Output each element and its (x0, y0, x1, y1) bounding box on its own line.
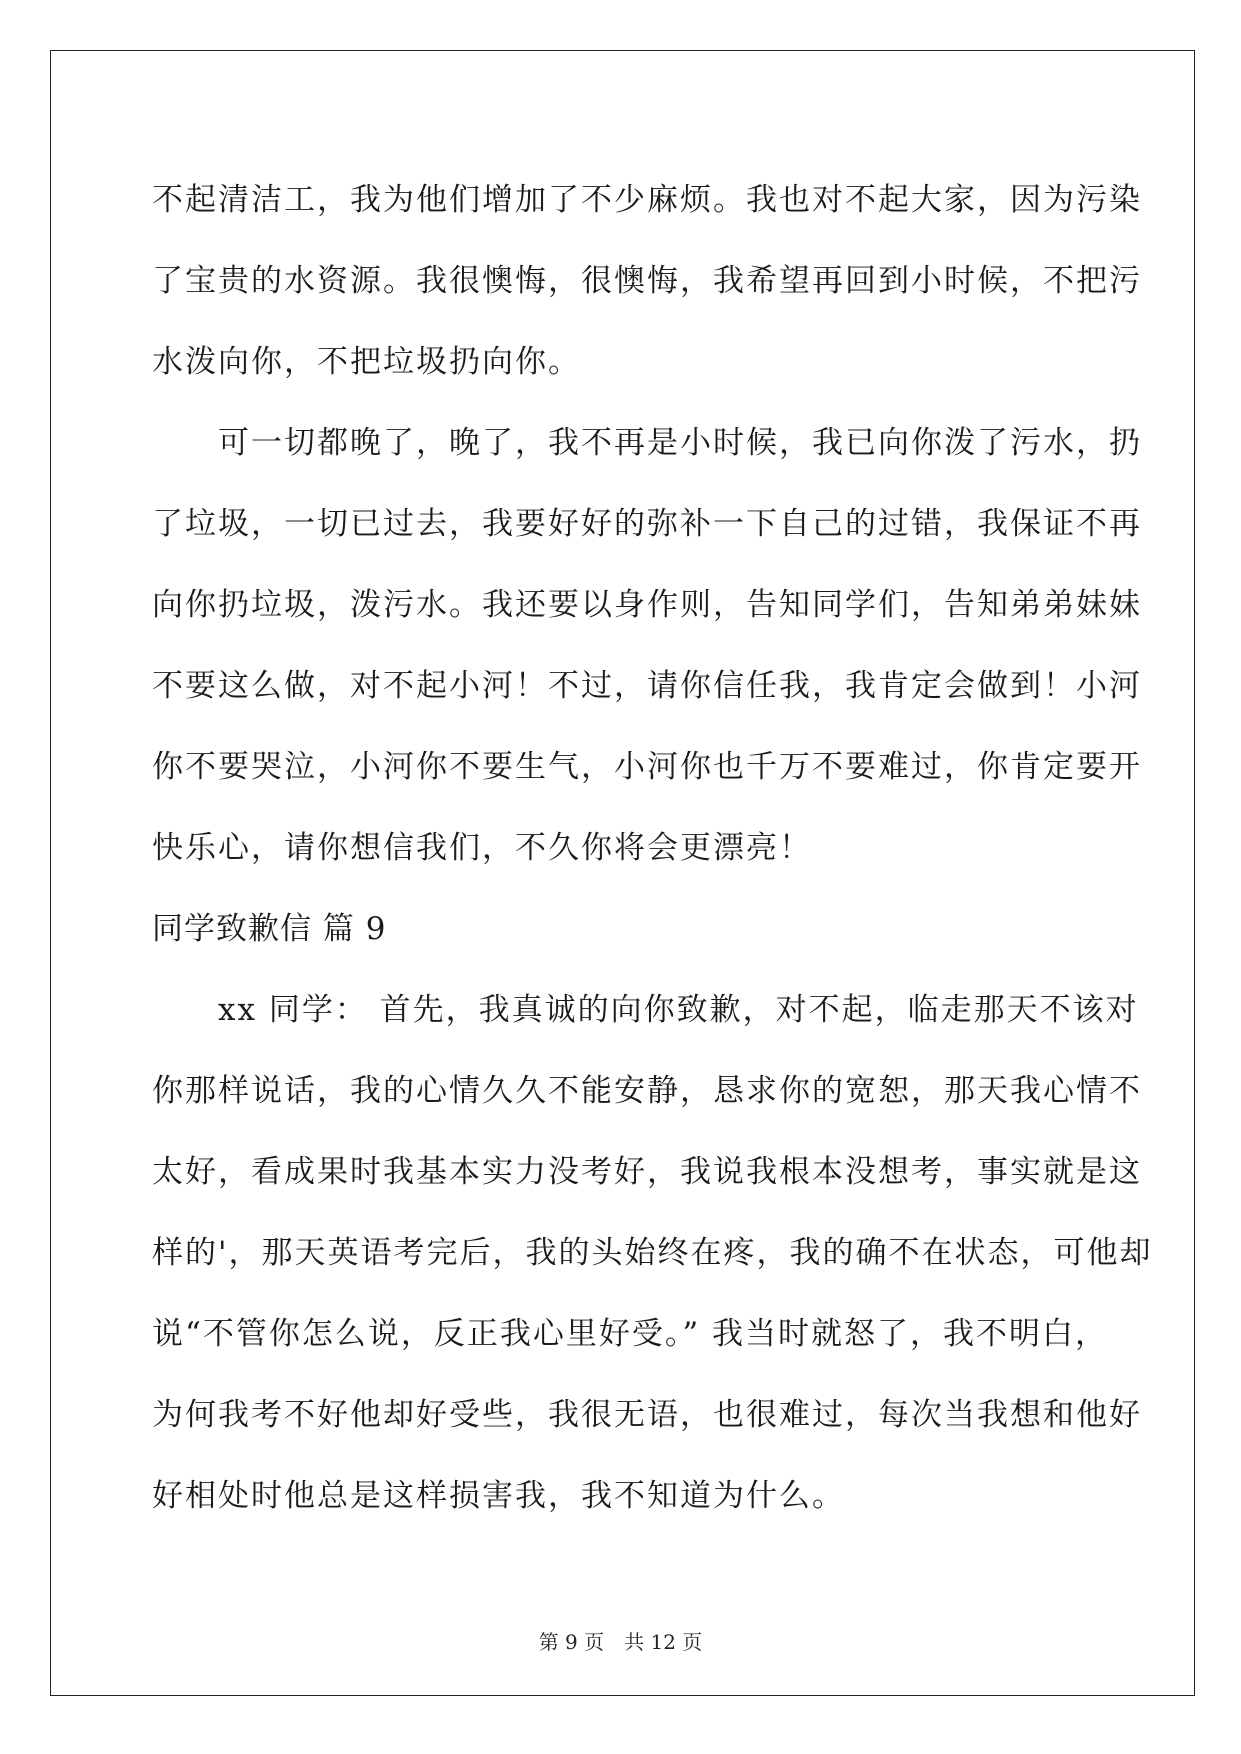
text-line: 向你扔垃圾，泼污水。我还要以身作则，告知同学们，告知弟弟妹妹 (152, 587, 1142, 623)
document-body (152, 160, 1153, 1537)
text-line: 水泼向你，不把垃圾扔向你。 (152, 344, 581, 380)
text-line: 好相处时他总是这样损害我，我不知道为什么。 (152, 1478, 845, 1514)
page-number: 第 9 页 共 12 页 (538, 1630, 703, 1654)
text-line: 说“不管你怎么说，反正我心里好受。” 我当时就怒了，我不明白， (152, 1316, 1109, 1352)
text-line: 了宝贵的水资源。我很懊悔，很懊悔，我希望再回到小时候，不把污 (152, 263, 1142, 299)
section-heading: 同学致歉信 篇 9 (152, 911, 387, 947)
text-line: 了垃圾，一切已过去，我要好好的弥补一下自己的过错，我保证不再 (152, 506, 1142, 542)
text-line: 太好，看成果时我基本实力没考好，我说我根本没想考，事实就是这 (152, 1154, 1142, 1190)
text-line: 你不要哭泣，小河你不要生气，小河你也千万不要难过，你肯定要开 (152, 749, 1142, 785)
text-line: 快乐心，请你想信我们，不久你将会更漂亮！ (152, 830, 812, 866)
text-line: 可一切都晚了，晚了，我不再是小时候，我已向你泼了污水，扔 (152, 425, 1142, 461)
text-line: 不要这么做，对不起小河！不过，请你信任我，我肯定会做到！小河 (152, 668, 1142, 704)
text-line: 样的'，那天英语考完后，我的头始终在疼，我的确不在状态，可他却 (152, 1235, 1153, 1271)
text-line: 不起清洁工，我为他们增加了不少麻烦。我也对不起大家，因为污染 (152, 182, 1142, 218)
text-line: xx 同学： 首先，我真诚的向你致歉，对不起，临走那天不该对 (152, 992, 1139, 1028)
text-line: 你那样说话，我的心情久久不能安静，恳求你的宽恕，那天我心情不 (152, 1073, 1142, 1109)
text-line: 为何我考不好他却好受些，我很无语，也很难过，每次当我想和他好 (152, 1397, 1142, 1433)
